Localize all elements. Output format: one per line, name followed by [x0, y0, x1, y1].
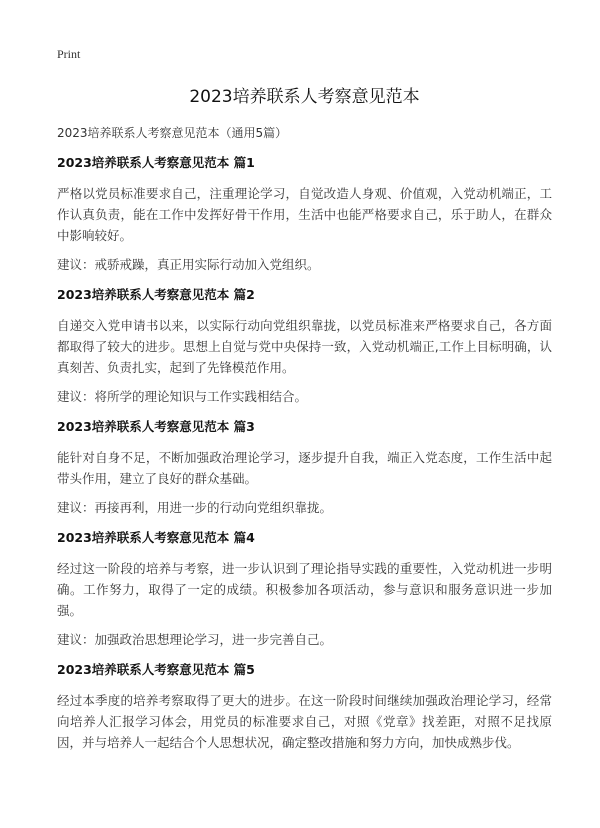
document-subtitle: 2023培养联系人考察意见范本（通用5篇） — [57, 126, 288, 140]
section-heading: 2023培养联系人考察意见范本 篇5 — [57, 662, 255, 677]
section-heading: 2023培养联系人考察意见范本 篇4 — [57, 530, 255, 545]
section-5 — [57, 661, 552, 753]
section-advice: 建议：将所学的理论知识与工作实践相结合。 — [57, 389, 308, 404]
section-advice: 建议：再接再利，用进一步的行动向党组织靠拢。 — [57, 500, 333, 515]
section-2 — [57, 286, 552, 406]
section-heading: 2023培养联系人考察意见范本 篇2 — [57, 287, 255, 302]
section-heading: 2023培养联系人考察意见范本 篇3 — [57, 419, 255, 434]
section-4 — [57, 529, 552, 649]
section-advice: 建议：戒骄戒躁，真正用实际行动加入党组织。 — [57, 257, 320, 272]
section-body: 自递交入党申请书以来，以实际行动向党组织靠拢，以党员标准来严格要求自己，各方面都取得了较大的进步。思想上自觉与党中央保持一致，入党动机端正,工作上目标明确，认真刻苦、负责扎实，起到了先锋模范作用。 — [57, 318, 552, 375]
section-body: 能针对自身不足，不断加强政治理论学习，逐步提升自我，端正入党态度，工作生活中起带头作用，建立了良好的群众基础。 — [57, 450, 552, 486]
section-body: 经过本季度的培养考察取得了更大的进步。在这一阶段时间继续加强政治理论学习，经常向培养人汇报学习体会，用党员的标准要求自己，对照《党章》找差距，对照不足找原因，并与培养人一起结合个人思想状况，确定整改措施和努力方向，加快成熟步伐。 — [57, 693, 552, 750]
document-title: 2023培养联系人考察意见范本 — [189, 87, 420, 107]
section-1 — [57, 154, 552, 274]
print-label: Print — [57, 47, 81, 61]
section-3 — [57, 418, 552, 517]
section-body: 严格以党员标准要求自己，注重理论学习，自觉改造人身观、价值观，入党动机端正，工作认真负责，能在工作中发挥好骨干作用，生活中也能严格要求自己，乐于助人，在群众中影响较好。 — [57, 186, 552, 243]
section-body: 经过这一阶段的培养与考察，进一步认识到了理论指导实践的重要性，入党动机进一步明确。工作努力，取得了一定的成绩。积极参加各项活动，参与意识和服务意识进一步加强。 — [57, 561, 552, 618]
section-heading: 2023培养联系人考察意见范本 篇1 — [57, 155, 255, 170]
section-advice: 建议：加强政治思想理论学习，进一步完善自己。 — [57, 632, 333, 647]
